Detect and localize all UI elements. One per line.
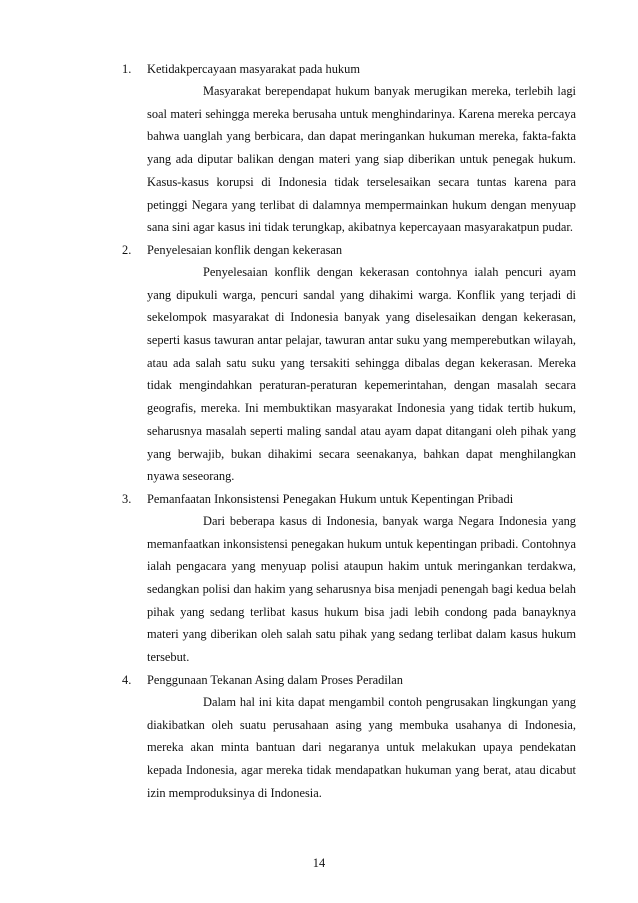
page-number: 14 bbox=[312, 856, 326, 870]
item-number: 1. bbox=[122, 62, 132, 76]
item-number: 4. bbox=[122, 672, 132, 687]
item-number: 3. bbox=[122, 491, 132, 506]
item-heading: Pemanfaatan Inkonsistensi Penegakan Hukum untuk Kepentingan Pribadi bbox=[147, 491, 514, 506]
item-number: 2. bbox=[122, 242, 132, 257]
item-paragraph: Masyarakat berependapat hukum banyak merugikan mereka, terlebih lagi soal materi sehingga mereka berusaha untuk menghindarinya. Karena mereka percaya bahwa uanglah yang berbicara, dan dapat meringankan hukuman mereka, fakta-fakta yang ada diputar balikan dengan materi yang siap diberikan untuk penegak hukum. Kasus-kasus korupsi di Indonesia tidak terselesaikan secara tuntas karena para petinggi Negara yang terlibat di dalamnya mempermainkan hukum dengan menyuap sana sini agar kasus ini tidak terungkap, akibatnya kepercayaan masyarakatpun pudar. bbox=[147, 84, 576, 235]
item-paragraph: Dalam hal ini kita dapat mengambil contoh pengrusakan lingkungan yang diakibatkan oleh suatu perusahaan asing yang membuka usahanya di Indonesia, mereka akan minta bantuan dari negaranya untuk melakukan upaya pendekatan kepada Indonesia, agar mereka tidak mendapatkan hukuman yang berat, atau dicabut izin memproduksinya di Indonesia. bbox=[147, 694, 576, 800]
item-paragraph: Dari beberapa kasus di Indonesia, banyak warga Negara Indonesia yang memanfaatkan inkonsistensi penegakan hukum untuk kepentingan pribadi. Contohnya ialah pengacara yang menyuap polisi ataupun hakim untuk meringankan terdakwa, sedangkan polisi dan hakim yang seharusnya bisa menjadi penengah bagi kedua belah pihak yang sedang terlibat kasus hukum bisa jadi lebih condong pada banayknya materi yang diberikan oleh salah satu pihak yang sedang terlibat dalam kasus hukum tersebut. bbox=[147, 513, 576, 665]
item-heading: Penyelesaian konflik dengan kekerasan bbox=[147, 242, 343, 257]
list-item bbox=[122, 239, 576, 488]
list-item bbox=[122, 669, 576, 805]
list-item bbox=[122, 488, 576, 669]
item-paragraph: Penyelesaian konflik dengan kekerasan contohnya ialah pencuri ayam yang dipukuli warga, pencuri sandal yang dihakimi warga. Konflik yang terjadi di sekelompok masyarakat di Indonesia banyak yang diselesaikan dengan kekerasan, seperti kasus tawuran antar pelajar, tawuran antar suku yang memperebutkan wilayah, atau ada salah satu suku yang tersakiti sehingga dibalas degan kekerasan. Mereka tidak mengindahkan peraturan-peraturan kepemerintahan, dengan masalah secara geografis, mereka. Ini membuktikan masyarakat Indonesia yang tidak tertib hukum, seharusnya masalah seperti maling sandal atau ayam dapat ditangani oleh pihak yang yang berwajib, bukan dihakimi secara seenakanya, bahkan dapat menghilangkan nyawa seseorang. bbox=[147, 264, 576, 484]
list-item bbox=[122, 58, 576, 239]
numbered-list bbox=[122, 58, 576, 804]
item-heading: Penggunaan Tekanan Asing dalam Proses Peradilan bbox=[147, 672, 403, 687]
item-heading: Ketidakpercayaan masyarakat pada hukum bbox=[147, 62, 360, 76]
